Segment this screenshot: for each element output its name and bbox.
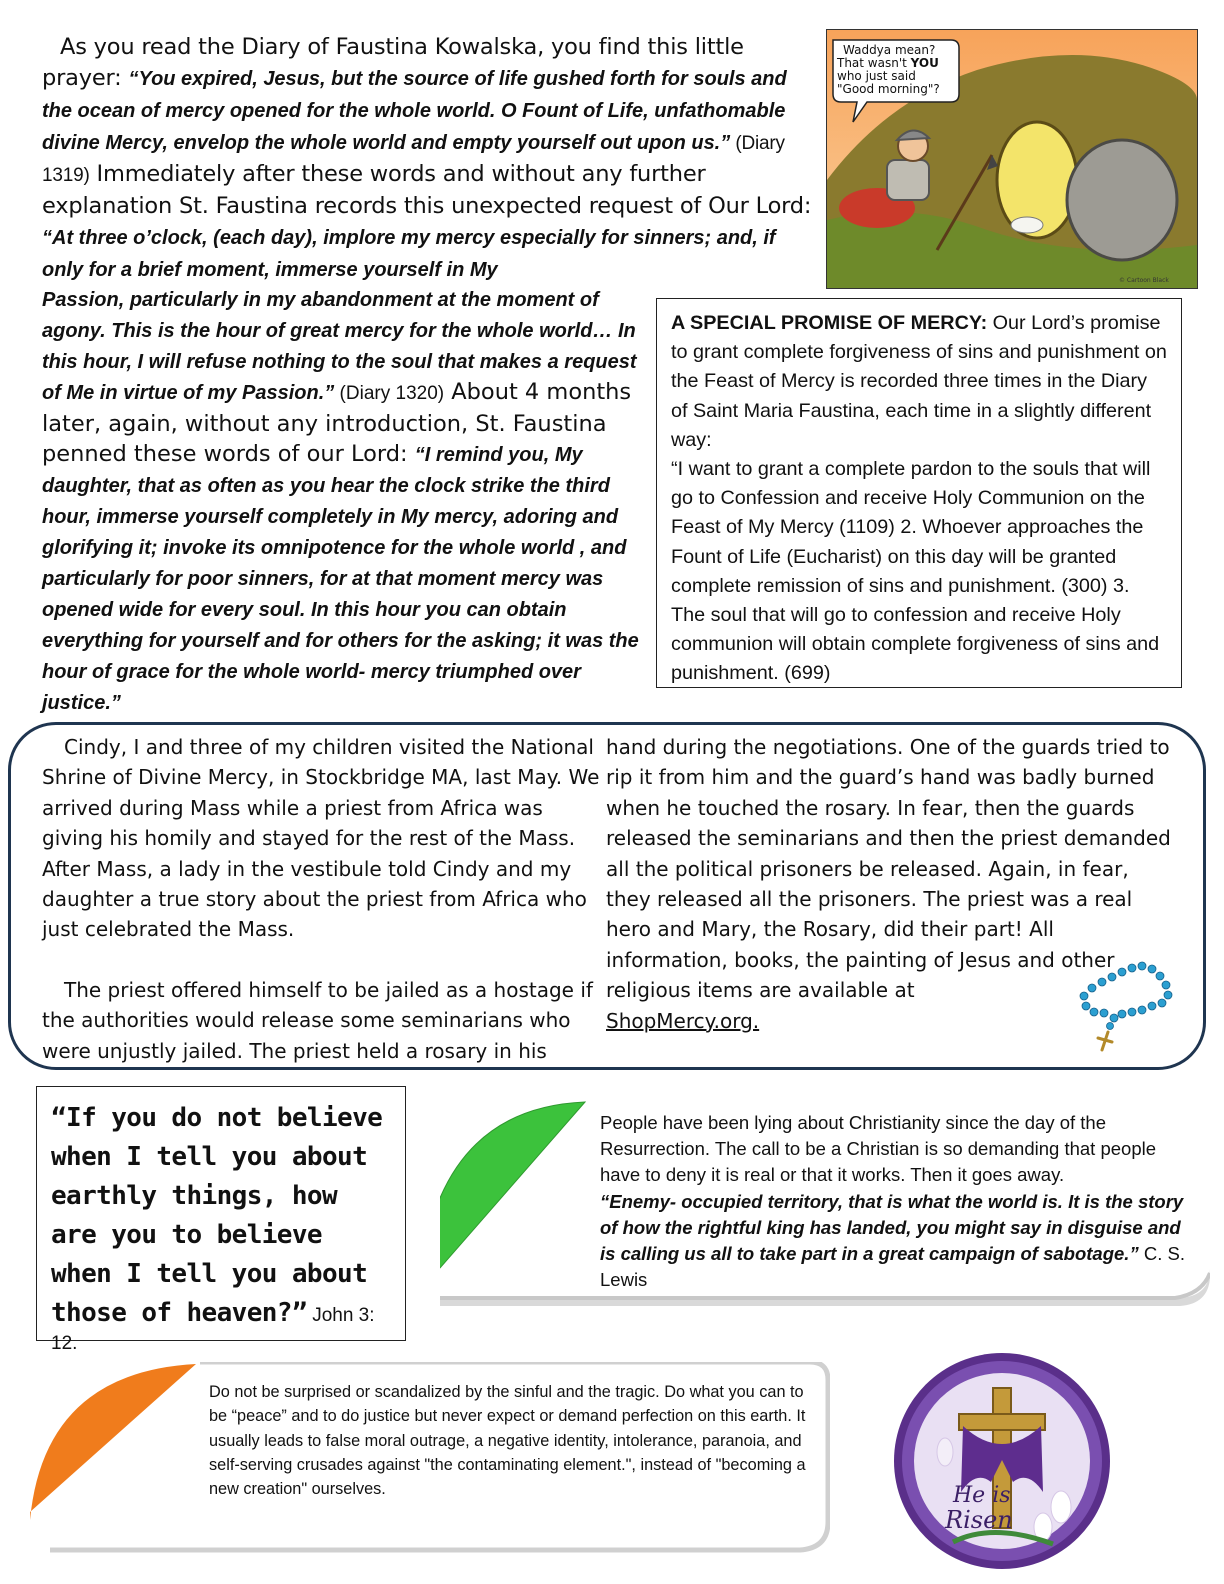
intro-text	[42, 32, 812, 286]
request-quote-a: “At three o’clock, (each day), implore my mercy especially for sinners; and, if only for a brief moment, immerse yourself in My	[42, 227, 776, 281]
prayer-quote: “You expired, Jesus, but the source of life gushed forth for souls and the ocean of mercy opened for the whole world. O Fount of Life, unfathomable divine Mercy, envelop the whole world and empty yourself out upon us.”	[42, 68, 787, 154]
lewis-author: C. S. Lewis	[600, 1243, 1185, 1291]
promise-quote: “I want to grant a complete pardon to the souls that will go to Confession and receive Holy Communion on the Feast of My Mercy (1109) 2. Whoever approaches the Fount of Life (Eucharist) on this day will be granted complete remission of sins and punishment. (300) 3. The soul that will go to confession and receive Holy communion will obtain complete forgiveness of sins and punishment. (699)	[671, 458, 1160, 685]
scripture-quote-box	[36, 1086, 406, 1354]
scripture-quote: “If you do not believe when I tell you about earthly things, how are you to believe when I tell you about those of heaven?”	[51, 1103, 383, 1328]
he-is-risen-medallion	[893, 1352, 1111, 1570]
request-ref: (Diary 1320)	[334, 383, 445, 404]
story-para1: Cindy, I and three of my children visited the National Shrine of Divine Mercy, in Stockbridge MA, last May. We arrived during Mass while a priest from Africa was giving his homily and stayed for the rest of the Mass. After Mass, a lady in the vestibule told Cindy and my daughter a true story about the priest from Africa who just celebrated the Mass.	[42, 735, 600, 942]
prayer-ref: (Diary 1319)	[42, 133, 785, 186]
remind-quote: “I remind you, My daughter, that as often as you hear the clock strike the third hour, immerse yourself completely in My mercy, adoring and glorifying it; invoke its omnipotence for the whole world , and particularly for poor sinners, for at that moment mercy was opened wide for every soul. In this hour you can obtain everything for yourself and for others for the asking; it was the hour of grace for the whole world- mercy triumphed over justice.”	[42, 444, 639, 714]
cartoon-drawing	[827, 30, 1197, 288]
after-request: About 4 months later, again, without any introduction, St. Faustina penned these words of our Lord:	[42, 379, 632, 467]
lewis-note	[600, 1110, 1200, 1293]
scripture-ref: John 3: 12.	[51, 1305, 375, 1354]
lewis-quote: “Enemy- occupied territory, that is what the world is. It is the story of how the rightful king has landed, you might say in disguise and is calling us all to take part in a great campaign of sabotage.”	[600, 1190, 1184, 1265]
promise-heading: A SPECIAL PROMISE OF MERCY:	[671, 312, 988, 334]
rosary-icon	[1072, 958, 1182, 1054]
shopmercy-link[interactable]: ShopMercy.org.	[606, 1008, 760, 1033]
easter-cartoon	[826, 29, 1198, 289]
story-left-column	[42, 732, 602, 1066]
promise-box	[656, 298, 1182, 688]
lewis-text: People have been lying about Christianity since the day of the Resurrection. The call to be a Christian is so demanding that people have to deny it is real or that it works. Then it goes away.	[600, 1112, 1157, 1186]
prayer-lead: prayer:	[42, 65, 129, 91]
promise-body: Our Lord’s promise to grant complete forgiveness of sins and punishment on the Feast of Mercy is recorded three times in the Diary of Saint Maria Faustina, each time in a slightly different way:	[671, 312, 1167, 451]
medal-line2: Risen	[945, 1506, 1013, 1534]
orange-corner-icon	[30, 1364, 196, 1520]
request-quote-b: Passion, particularly in my abandonment at the moment of agony. This is the hour of great mercy for the whole world… In this hour, I will refuse nothing to the soul that makes a request of Me in virtue of my Passion.”	[42, 289, 637, 404]
after-prayer: Immediately after these words and without any further explanation St. Faustina records this unexpected request of Our Lord:	[42, 161, 812, 219]
intro-line1: As you read the Diary of Faustina Kowalska, you find this little	[60, 34, 744, 60]
cartoon-credit: © Cartoon Black	[1119, 277, 1169, 284]
bubble-line2a: That wasn't	[837, 56, 911, 70]
bubble-line1: Waddya mean?	[843, 43, 936, 57]
green-corner-icon	[440, 1102, 585, 1278]
bubble-line3: who just said	[837, 69, 916, 83]
bubble-line4: "Good morning"?	[837, 82, 940, 96]
medal-line1: He is	[953, 1483, 1011, 1508]
story-para2: The priest offered himself to be jailed as a hostage if the authorities would release some seminarians who were unjustly jailed. The priest held a rosary in his	[42, 977, 593, 1063]
note-text: Do not be surprised or scandalized by the sinful and the tragic. Do what you can to be “peace” and to do justice but never expect or demand perfection on this earth. It usually leads to false moral outrage, a negative identity, intolerance, paranoia, and self-serving crusades against "the contaminating element.", instead of "becoming a new creation" ourselves.	[209, 1383, 806, 1499]
story-right-text: hand during the negotiations. One of the guards tried to rip it from him and the guard’s hand was badly burned when he touched the rosary. In fear, then the guards released the seminarians and then the priest demanded all the political prisoners be released. Again, in fear, they released all the prisoners. The priest was a real hero and Mary, the Rosary, did their part! All information, books, the painting of Jesus and other religious items are available at	[606, 735, 1171, 1003]
svg-text:That wasn't YOU	[836, 56, 939, 70]
intro-continued	[42, 284, 642, 718]
bubble-line2b: YOU	[910, 56, 939, 70]
